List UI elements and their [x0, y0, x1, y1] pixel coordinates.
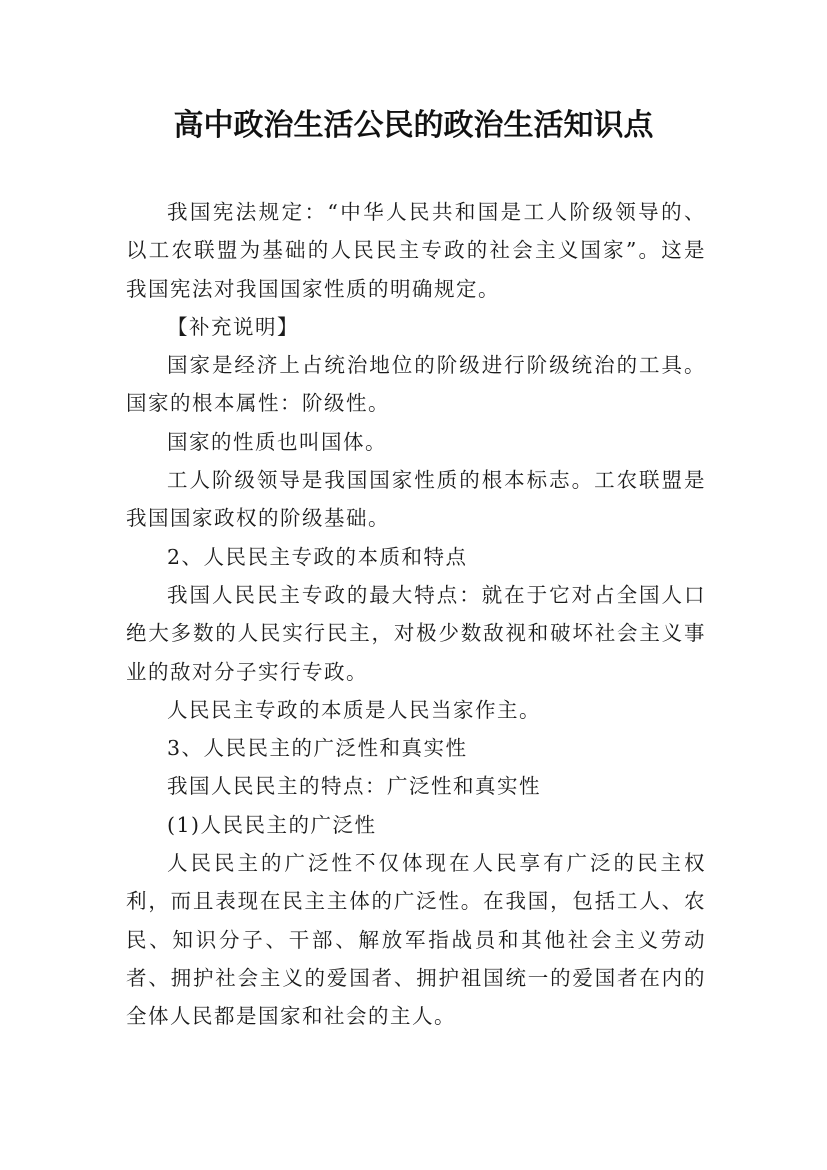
section-heading-2: 2、人民民主专政的本质和特点 — [167, 544, 468, 569]
paragraph-state-definition: 国家是经济上占统治地位的阶级进行阶级统治的工具。国家的根本属性：阶级性。 — [126, 353, 706, 416]
paragraph-dictatorship-essence: 人民民主专政的本质是人民当家作主。 — [167, 697, 541, 722]
section-heading-3: 3、人民民主的广泛性和真实性 — [167, 736, 468, 761]
paragraph-democracy-breadth: 人民民主的广泛性不仅体现在人民享有广泛的民主权利，而且表现在民主主体的广泛性。在我国，包括工人、农民、知识分子、干部、解放军指战员和其他社会主义劳动者、拥护社会主义的爱国者、拥护祖国统一的爱国者在内的全体人民都是国家和社会的主人。 — [126, 851, 706, 1029]
paragraph-supplement-heading: 【补充说明】 — [167, 314, 299, 339]
paragraph-state-nature: 国家的性质也叫国体。 — [167, 429, 387, 454]
document-title: 高中政治生活公民的政治生活知识点 — [173, 108, 654, 143]
paragraph-dictatorship-feature: 我国人民民主专政的最大特点：就在于它对占全国人口绝大多数的人民实行民主，对极少数敌视和破坏社会主义事业的敌对分子实行专政。 — [126, 582, 706, 684]
paragraph-democracy-features: 我国人民民主的特点：广泛性和真实性 — [167, 774, 541, 799]
subsection-heading-1: (1)人民民主的广泛性 — [167, 812, 377, 837]
document-body — [126, 193, 706, 1036]
paragraph-working-class-leadership: 工人阶级领导是我国国家性质的根本标志。工农联盟是我国国家政权的阶级基础。 — [126, 468, 706, 531]
paragraph-constitution-definition: 我国宪法规定：“中华人民共和国是工人阶级领导的、以工农联盟为基础的人民民主专政的社会主义国家”。这是我国宪法对我国国家性质的明确规定。 — [126, 200, 706, 301]
